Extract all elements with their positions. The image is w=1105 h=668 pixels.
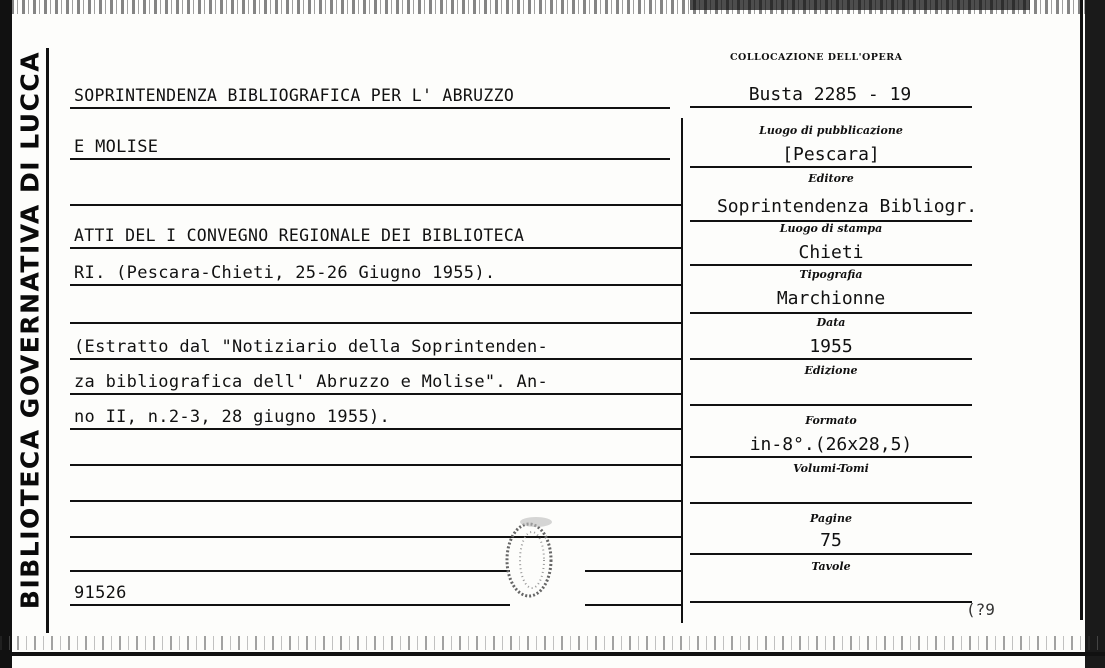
main-text-line-4: RI. (Pescara-Chieti, 25-26 Giugno 1955).: [74, 263, 496, 283]
rule-field-7: [690, 456, 972, 458]
rule-12: [70, 536, 682, 538]
rule-10: [70, 464, 682, 466]
main-text-line-6: za bibliografica dell' Abruzzo e Molise". An-: [74, 372, 549, 392]
main-text-line-7: no II, n.2-3, 28 giugno 1955).: [74, 407, 391, 427]
value-luogo-stampa: Chieti: [798, 242, 864, 263]
rule-field-4: [690, 312, 972, 314]
main-text-line-5: (Estratto dal "Notiziario della Soprintenden-: [74, 337, 549, 357]
value-pagine: 75: [820, 530, 842, 551]
collocation-rule: [690, 106, 972, 108]
label-luogo-stampa: Luogo di stampa: [779, 222, 883, 235]
rule-8: [70, 393, 682, 395]
rule-13b: [585, 570, 682, 572]
label-edizione: Edizione: [804, 364, 858, 377]
rule-field-1: [690, 166, 972, 168]
rule-field-3: [690, 264, 972, 266]
rule-9: [70, 428, 682, 430]
rule-11: [70, 500, 682, 502]
label-editore: Editore: [808, 172, 854, 185]
label-data: Data: [816, 316, 846, 329]
rule-field-9: [690, 553, 972, 555]
rule-1: [70, 107, 670, 109]
rule-2: [70, 158, 670, 160]
scan-edge-left: [0, 0, 12, 668]
rule-field-8: [690, 502, 972, 504]
fields-column-divider: [681, 118, 683, 623]
rule-14b: [585, 604, 682, 606]
rule-6: [70, 322, 682, 324]
rule-14a: [70, 604, 510, 606]
label-tavole: Tavole: [811, 560, 851, 573]
corner-handwritten-mark: (?9: [966, 600, 995, 619]
label-pagine: Pagine: [810, 512, 852, 525]
inventory-number: 91526: [74, 583, 127, 603]
scan-edge-top-dark: [690, 0, 1030, 10]
scan-edge-bottom-noise: [0, 636, 1105, 650]
punch-hole-smudge: [496, 512, 566, 604]
scan-edge-right: [1085, 0, 1105, 668]
label-tipografia: Tipografia: [799, 268, 863, 281]
rule-field-6: [690, 404, 972, 406]
value-data: 1955: [809, 336, 853, 357]
value-editore: Soprintendenza Bibliogr.: [716, 196, 978, 217]
label-volumi-tomi: Volumi-Tomi: [793, 462, 869, 475]
rule-13a: [70, 570, 510, 572]
library-stamp-text: BIBLIOTECA GOVERNATIVA DI LUCCA: [15, 50, 45, 610]
value-luogo-pubblicazione: [Pescara]: [782, 144, 880, 165]
value-formato: in-8°.(26x28,5): [749, 434, 913, 455]
collocation-value: Busta 2285 - 19: [748, 84, 912, 105]
rule-4: [70, 247, 682, 249]
label-formato: Formato: [805, 414, 857, 427]
label-luogo-pubblicazione: Luogo di pubblicazione: [759, 124, 903, 137]
library-stamp: [12, 30, 48, 630]
value-tipografia: Marchionne: [776, 288, 886, 309]
rule-field-10: [690, 601, 972, 603]
main-text-line-1: SOPRINTENDENZA BIBLIOGRAFICA PER L' ABRUZZO: [74, 86, 515, 105]
left-margin-line: [46, 48, 49, 633]
rule-7: [70, 358, 682, 360]
card-border-right: [1080, 0, 1083, 620]
collocation-header: COLLOCAZIONE DELL'OPERA: [730, 52, 903, 63]
main-text-line-3: ATTI DEL I CONVEGNO REGIONALE DEI BIBLIOTECA: [74, 226, 525, 245]
card-border-bottom: [0, 652, 1105, 656]
main-text-line-2: E MOLISE: [74, 137, 159, 157]
rule-5: [70, 284, 682, 286]
rule-3: [70, 204, 682, 206]
rule-field-5: [690, 358, 972, 360]
